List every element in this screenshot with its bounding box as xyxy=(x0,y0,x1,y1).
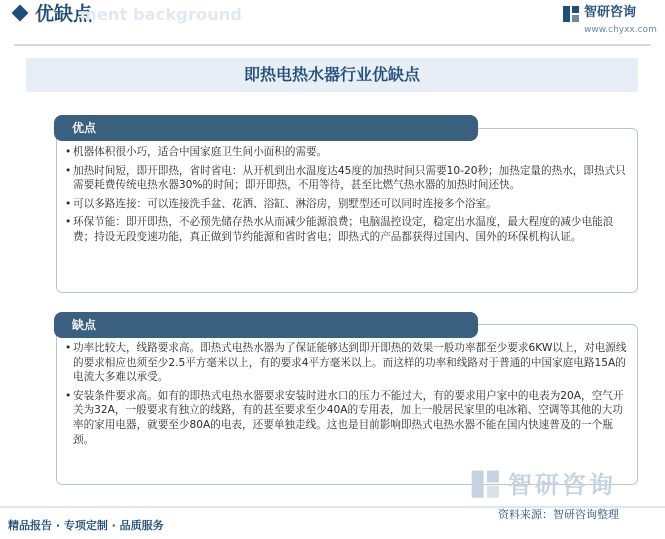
title-banner xyxy=(26,58,638,92)
pros-label: 优点 xyxy=(72,121,97,135)
header-background-text: ment background xyxy=(80,5,243,24)
brand-name: 智研咨询 xyxy=(584,5,637,20)
banner-title: 即热电热水器行业优缺点 xyxy=(243,65,420,84)
bullet-icon: • xyxy=(65,146,72,158)
pros-list xyxy=(65,145,629,249)
cons-section xyxy=(56,324,638,485)
cons-label: 缺点 xyxy=(72,318,97,332)
page-header xyxy=(0,0,665,48)
footer-tagline: 精品报告 · 专项定制 · 品质服务 xyxy=(8,519,164,532)
list-item: • 加热时间短，即开即热，省时省电：从开机到出水温度达45度的加热时间只需要10-20秒；加热定量的热水，即热式只需要耗费传统电热水器30%的时间；即开即热，不用等待，甚至比燃气热水器的加热时间还快。 xyxy=(65,164,626,192)
cons-list xyxy=(65,341,629,451)
pros-section xyxy=(56,128,638,293)
brand-url: www.chyxx.com xyxy=(584,25,657,35)
watermark-text: 智研咨询 xyxy=(508,471,616,499)
bullet-icon: • xyxy=(65,389,72,402)
bullet-icon: • xyxy=(65,197,72,210)
list-item: • 可以多路连接：可以连接洗手盆、花洒、浴缸、淋浴房，别墅型还可以同时连接多个浴室。 xyxy=(65,197,497,210)
diamond-icon xyxy=(12,5,29,22)
pros-tab xyxy=(54,115,478,141)
bullet-icon: • xyxy=(65,342,72,354)
bullet-icon: • xyxy=(65,164,72,177)
page-title: 优缺点 xyxy=(35,3,93,25)
list-item: • 功率比较大，线路要求高。即热式电热水器为了保证能够达到即开即热的效果一般功率都至少要求6KW以上，对电源线的要求相应也须至少2.5平方毫米以上，有的要求4平方毫米以上。而这样的功率和线路对于普通的中国家庭电路15A的电流大多难以承受。 xyxy=(65,342,627,384)
bullet-icon: • xyxy=(65,216,72,229)
cons-tab xyxy=(54,312,478,338)
chyxx-logo-icon xyxy=(562,5,580,23)
header-divider xyxy=(14,44,651,46)
watermark-logo-icon xyxy=(470,468,504,502)
footer-source: 资料来源：智研咨询整理 xyxy=(498,508,619,521)
list-item: • 机器体积很小巧，适合中国家庭卫生间小面积的需要。 xyxy=(65,146,328,158)
list-item: • 环保节能：即开即热，不必预先储存热水从而减少能源浪费；电脑温控设定，稳定出水温度，最大程度的减少电能浪费；持设无段变速功能，真正做到节约能源和省时省电；即热式的产品都获得过国内、国外的环保机构认证。 xyxy=(65,216,614,243)
list-item: • 安装条件要求高。如有的即热式电热水器要求安装时进水口的压力不能过大，有的要求用户家中的电表为20A，空气开关为32A，一般要求有独立的线路，有的甚至要求至少40A的专用表，加上一般居民家里的电冰箱、空调等其他的大功率的家用电器，就要至少80A的电表，还要单独走线。这也是目前影响即热式电热水器不能在国内快速普及的一个瓶颈。 xyxy=(65,389,624,446)
